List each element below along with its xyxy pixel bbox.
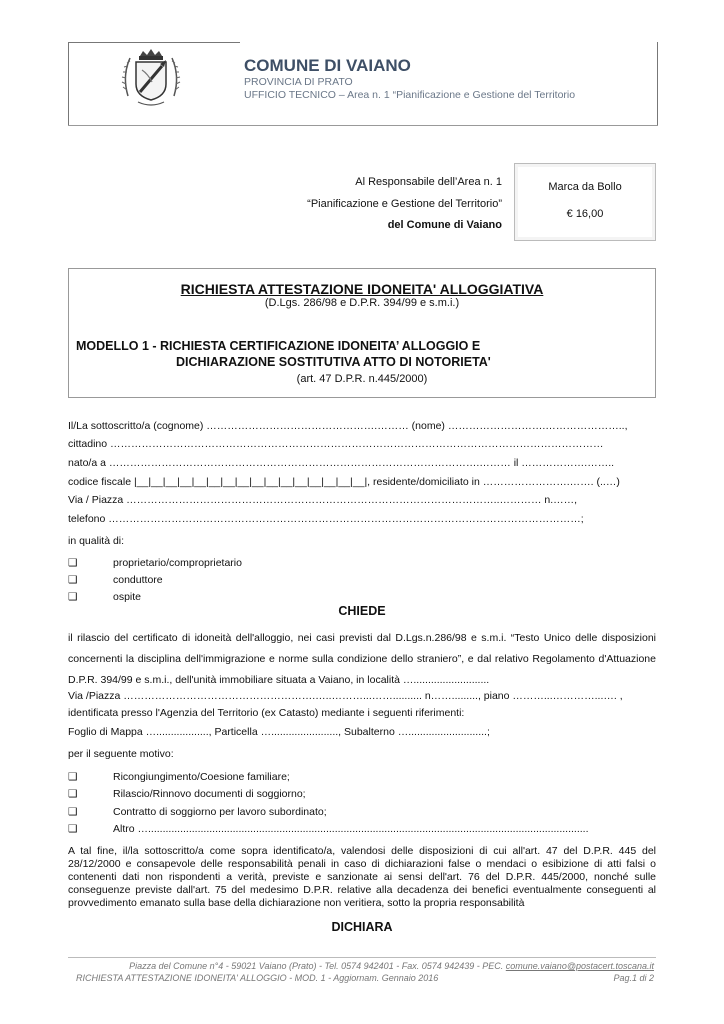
footer-address [68,961,654,971]
field-codice-fiscale[interactable]: codice fiscale |__|__|__|__|__|__|__|__|__|__|__|__|__|__|__|__|, residente/domiciliato in …………………….……. (..…) [68,476,620,488]
field-nato-il[interactable]: nato/a a …………………………………………………………………………………………….……… il ……………….…….. [68,457,615,469]
option-ospite: ospite [113,591,142,603]
option-conduttore: conduttore [113,574,163,586]
comune-title: COMUNE DI VAIANO [244,56,411,75]
footer-document-id: RICHIESTA ATTESTAZIONE IDONEITA' ALLOGGIO - MOD. 1 - Aggiornam. Gennaio 2016 [76,973,439,983]
checkbox-ospite[interactable]: ❑ [68,591,78,603]
marca-da-bollo-label: Marca da Bollo [548,181,622,193]
modello-heading-line-1: MODELLO 1 - RICHIESTA CERTIFICAZIONE IDONEITA’ ALLOGGIO E [76,339,481,353]
field-via-piazza[interactable]: Via / Piazza ……………………………………………………………………………………………..………… n.……, [68,494,578,506]
ufficio-label: UFFICIO TECNICO – Area n. 1 “Pianificazione e Gestione del Territorio [244,89,576,101]
field-cittadino[interactable]: cittadino …………………………………………………………………………………………………………………………… [68,438,604,450]
motivo-ricongiungimento: Ricongiungimento/Coesione familiare; [113,771,290,783]
motivo-contratto: Contratto di soggiorno per lavoro subordinato; [113,806,327,818]
field-foglio-particella[interactable]: Foglio di Mappa ….................., Particella …......................., Subalterno …...........................; [68,726,490,738]
checkbox-rilascio[interactable]: ❑ [68,788,78,800]
modello-heading-line-2: DICHIARAZIONE SOSTITUTIVA ATTO DI NOTORIETA' [176,355,491,369]
modello-reference: (art. 47 D.P.R. n.445/2000) [296,373,428,385]
addressee-line-3: del Comune di Vaiano [387,219,502,231]
document-title: RICHIESTA ATTESTAZIONE IDONEITA' ALLOGGIATIVA [180,281,544,297]
footer-address-text: Piazza del Comune n°4 - 59021 Vaiano (Prato) - Tel. 0574 942401 - Fax. 0574 942439 - PEC. [129,961,504,971]
motivo-altro[interactable]: Altro …....................................................................................................................................................... [113,823,589,835]
chiede-heading: CHIEDE [338,604,386,618]
dichiara-heading: DICHIARA [331,920,393,934]
checkbox-contratto[interactable]: ❑ [68,806,78,818]
addressee-line-2: “Pianificazione e Gestione del Territorio” [307,198,502,210]
footer-page-number: Pag.1 di 2 [613,973,654,983]
field-via-piazza-alloggio[interactable]: Via /Piazza ……………………………………………….…..………...…….......... n……........., piano ………...…………...…. , [68,690,623,702]
motivo-label: per il seguente motivo: [68,748,174,760]
document-subtitle: (D.Lgs. 286/98 e D.P.R. 394/99 e s.m.i.) [264,297,460,309]
footer-pec-link[interactable]: comune.vaiano@postacert.toscana.it [505,961,654,971]
marca-da-bollo-box [514,163,656,241]
marca-da-bollo-value: € 16,00 [566,208,604,220]
header-rule-right [657,42,658,126]
option-proprietario: proprietario/comproprietario [113,557,242,569]
addressee-line-1: Al Responsabile dell’Area n. 1 [355,176,502,188]
checkbox-conduttore[interactable]: ❑ [68,574,78,586]
checkbox-proprietario[interactable]: ❑ [68,557,78,569]
dichiarazione-paragraph: A tal fine, il/la sottoscritto/a come sopra identificato/a, valendosi delle disposizioni di cui all'art. 47 del D.P.R. 445 del 28/12/2000 e consapevole delle responsabilità penali in caso di dichiarazioni false o mendaci o esibizione di atti falsi o contenenti dati non rispondenti a verità, previste e sanzionate ai sensi dell'art. 76 del D.P.R. 445/2000, nonché sulle conseguenze previste dall'art. 75 del medesimo D.P.R. relative alla decadenza dei benefici eventualmente conseguenti al provvedimento emanato sulla base della dichiarazione non veritiera, sotto la propria responsabilità [68,845,656,909]
footer-rule [68,957,656,958]
header-rule-top [68,42,240,43]
municipal-crest-logo [118,46,184,108]
checkbox-altro[interactable]: ❑ [68,823,78,835]
header-rule-bottom [68,125,658,126]
catasto-label: identificata presso l'Agenzia del Territorio (ex Catasto) mediante i seguenti riferimenti: [68,707,465,719]
checkbox-ricongiungimento[interactable]: ❑ [68,771,78,783]
motivo-rilascio: Rilascio/Rinnovo documenti di soggiorno; [113,788,306,800]
chiede-paragraph: il rilascio del certificato di idoneità dell'alloggio, nei casi previsti dal D.Lgs.n.286/98 e s.m.i. “Testo Unico delle disposizioni concernenti la disciplina dell'immigrazione e norme sulla condizione dello straniero”, e dal relativo Regolamento d'Attuazione D.P.R. 394/99 e s.m.i., dell'unità immobiliare situata a Vaiano, in località ….......................... [68,632,656,686]
field-telefono[interactable]: telefono ………………………………………………………………………………………………………………………; [68,513,584,525]
header-rule-left [68,42,69,126]
in-qualita-label: in qualità di: [68,535,125,547]
field-cognome-nome[interactable]: Il/La sottoscritto/a (cognome) ………………………………………….……… (nome) ……………………….………………….., [68,420,628,432]
provincia-label: PROVINCIA DI PRATO [244,76,353,88]
